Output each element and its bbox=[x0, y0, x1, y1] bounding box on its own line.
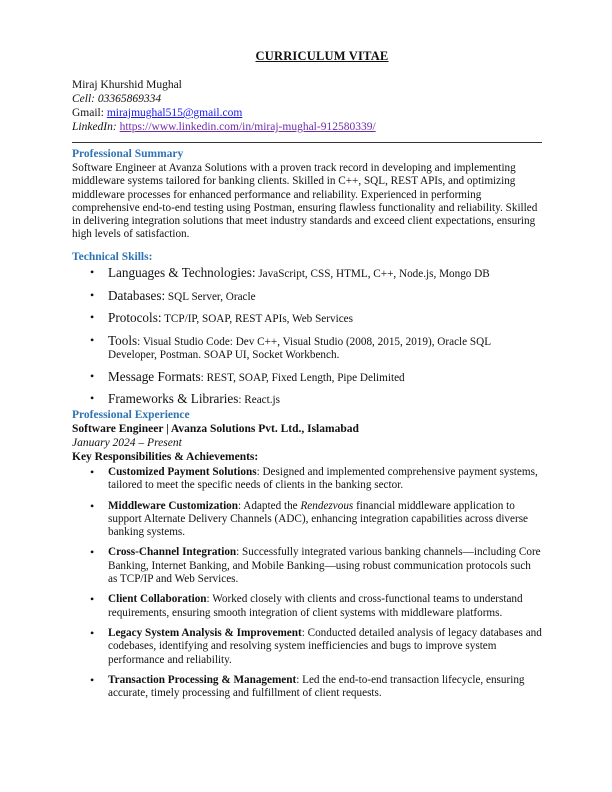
responsibility-text: : Led the end-to-end transaction lifecycle, ensuring accurate, timely processing and fulfillment of client requests. bbox=[108, 673, 525, 700]
gmail-label: Gmail: bbox=[72, 107, 107, 119]
document-title: CURRICULUM VITAE bbox=[255, 49, 389, 63]
responsibility-text: : Designed and implemented comprehensive payment systems, tailored to meet the specific needs of clients in the banking sector. bbox=[108, 466, 538, 492]
responsibility-label: Transaction Processing & Management bbox=[108, 673, 297, 686]
gmail-line bbox=[72, 106, 376, 120]
skill-label: Tools bbox=[108, 332, 138, 348]
skill-label: Frameworks & Libraries bbox=[108, 391, 239, 406]
responsibility-text: : Conducted detailed analysis of legacy databases and codebases, identifying and resolving system inefficiencies and bugs to improve system performance and reliability. bbox=[108, 626, 542, 666]
skill-label: Protocols: bbox=[108, 310, 162, 325]
responsibility-item: • Client Collaboration: Worked closely with clients and cross-functional teams to understand requirements, ensuring smooth integration of client systems with middleware platforms. bbox=[90, 592, 523, 619]
responsibility-text: : Successfully integrated various banking channels—including Core Banking, Internet Banking, and Mobile Banking—using robust communication protocols such as TCP/IP and Web Services. bbox=[108, 546, 541, 586]
skills-heading: Technical Skills: bbox=[72, 251, 153, 263]
responsibility-label: Cross-Channel Integration bbox=[108, 546, 237, 559]
skill-value: : React.js bbox=[238, 394, 281, 406]
responsibility-text: : Worked closely with clients and cross-functional teams to understand requirements, ensuring smooth integration of client systems with middleware platforms. bbox=[108, 593, 523, 619]
responsibilities-heading: Key Responsibilities & Achievements: bbox=[72, 451, 259, 463]
skill-label: Languages & Technologies: bbox=[108, 265, 256, 280]
experience-heading: Professional Experience bbox=[72, 409, 190, 421]
responsibility-label: Customized Payment Solutions bbox=[108, 466, 257, 478]
linkedin-link[interactable]: https://www.linkedin.com/in/miraj-mughal-912580339/ bbox=[119, 121, 376, 133]
responsibilities-list bbox=[72, 466, 542, 707]
responsibility-label: Client Collaboration bbox=[108, 593, 207, 606]
responsibility-item: • Cross-Channel Integration: Successfully integrated various banking channels—including Core Banking, Internet Banking, and Mobile Banking—using robust communication protocols such as TCP/IP and Web Services. bbox=[90, 545, 541, 586]
skill-item: • Languages & Technologies: JavaScript, CSS, HTML, C++, Node.js, Mongo DB bbox=[90, 265, 490, 280]
responsibility-text: : Adapted the bbox=[238, 499, 301, 512]
job-date: January 2024 – Present bbox=[72, 437, 182, 449]
linkedin-label: LinkedIn: bbox=[72, 121, 120, 133]
cell-line bbox=[72, 92, 376, 106]
job-title: Software Engineer | Avanza Solutions Pvt. Ltd., Islamabad bbox=[72, 423, 359, 435]
candidate-name: Miraj Khurshid Mughal bbox=[72, 79, 182, 91]
gmail-link[interactable]: mirajmughal515@gmail.com bbox=[106, 107, 243, 119]
skill-value: JavaScript, CSS, HTML, C++, Node.js, Mongo DB bbox=[255, 268, 490, 280]
cell-label: Cell: bbox=[72, 93, 98, 105]
cell-number: 03365869334 bbox=[97, 93, 162, 105]
contact-block bbox=[72, 78, 376, 134]
responsibility-label: Middleware Customization bbox=[108, 499, 238, 512]
skill-value: SQL Server, Oracle bbox=[165, 290, 256, 303]
responsibility-item: • Middleware Customization: Adapted the Rendezvous financial middleware application to support Alternate Delivery Channels (ADC), enhancing integration capabilities across diverse banking systems. bbox=[90, 498, 529, 539]
skills-list bbox=[72, 266, 542, 415]
divider-line bbox=[72, 142, 542, 143]
summary-heading: Professional Summary bbox=[72, 148, 184, 160]
linkedin-line bbox=[72, 120, 376, 134]
summary-text: Software Engineer at Avanza Solutions with a proven track record in developing and implementing middleware systems tailored for banking clients. Skilled in C++, SQL, REST APIs, and optimizing middleware processes for enhanced performance and reliability. Experienced in performing comprehensive end-to-end testing using Postman, ensuring flawless functionality and reliability. Skilled in delivering integration solutions that meet industry standards and exceed client expectations, ensuring high levels of satisfaction. bbox=[72, 162, 538, 241]
skill-label: Databases: bbox=[108, 287, 166, 303]
skill-item: • Frameworks & Libraries: React.js bbox=[90, 391, 281, 406]
skill-label: Message Formats bbox=[108, 368, 201, 384]
responsibility-item: • Customized Payment Solutions: Designed and implemented comprehensive payment systems, tailored to meet the specific needs of clients in the banking sector. bbox=[90, 465, 538, 492]
skill-item: • Protocols: TCP/IP, SOAP, REST APIs, Web Services bbox=[90, 310, 353, 325]
skill-value: : Visual Studio Code: Dev C++, Visual Studio (2008, 2015, 2019), Oracle SQL Developer, Postman. SOAP UI, Socket Workbench. bbox=[108, 335, 491, 361]
skill-value: : REST, SOAP, Fixed Length, Pipe Delimited bbox=[200, 371, 405, 384]
responsibility-item: • Transaction Processing & Management: Led the end-to-end transaction lifecycle, ensuring accurate, timely processing and fulfillment of client requests. bbox=[90, 672, 525, 700]
responsibility-item: • Legacy System Analysis & Improvement: Conducted detailed analysis of legacy databases and codebases, identifying and resolving system inefficiencies and bugs to improve system performance and reliability. bbox=[90, 625, 542, 666]
skill-value: TCP/IP, SOAP, REST APIs, Web Services bbox=[161, 313, 353, 325]
responsibility-label: Legacy System Analysis & Improvement bbox=[108, 626, 302, 639]
skill-item: • Message Formats: REST, SOAP, Fixed Length, Pipe Delimited bbox=[90, 368, 405, 384]
responsibility-text-cont: financial middleware application to support Alternate Delivery Channels (ADC), enhancing integration capabilities across diverse banking systems. bbox=[108, 499, 529, 539]
responsibility-emphasis: Rendezvous bbox=[300, 499, 354, 512]
skill-item: • Databases: SQL Server, Oracle bbox=[90, 287, 256, 303]
skill-item: • Tools: Visual Studio Code: Dev C++, Visual Studio (2008, 2015, 2019), Oracle SQL Developer, Postman. SOAP UI, Socket Workbench. bbox=[90, 332, 491, 361]
